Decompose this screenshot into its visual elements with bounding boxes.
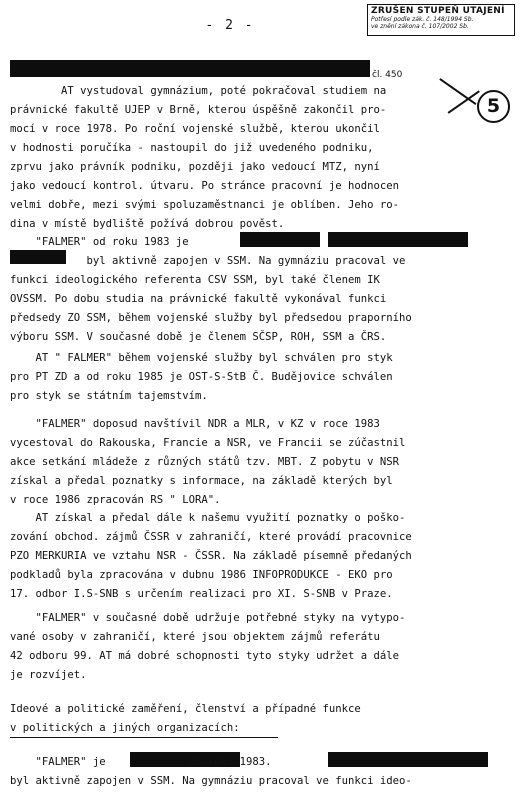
text-line: pro PT ZD a od roku 1985 je OST-S-StB Č. Budějovice schválen (10, 371, 393, 383)
stamp-line-2: ve znění zákona č. 107/2002 Sb. (371, 23, 469, 30)
text-line: je rozvíjet. (10, 669, 87, 681)
handwritten-note: čl. 450 (372, 70, 403, 80)
text-line: zování obchod. zájmů ČSSR v zahraničí, které provádí pracovnice (10, 531, 412, 543)
text-line: funkci ideologického referenta CSV SSM, byl také členem IK (10, 274, 380, 286)
text-line: dina v místě bydliště požívá dobrou pověst. (10, 218, 285, 230)
text-line: vycestoval do Rakouska, Francie a NSR, ve Francii se zúčastnil (10, 437, 406, 449)
declassification-stamp (367, 4, 515, 36)
text-line: 42 odboru 99. AT má dobré schopnosti tyto styky udržet a dále (10, 650, 400, 662)
text-line: vané osoby v zahraničí, které jsou objektem zájmů referátu (10, 631, 380, 643)
text-line: byl aktivně zapojen v SSM. Na gymnáziu pracoval ve funkci ideo- (10, 775, 412, 787)
redaction-bar (328, 752, 488, 767)
text-line: výboru SSM. V současné době je členem SČSP, ROH, SSM a ČRS. (10, 331, 387, 343)
text-line: "FALMER" od roku 1983 je (10, 236, 189, 248)
text-line: zprvu jako právník podniku, později jako vedoucí MTZ, nyní (10, 161, 380, 173)
heading-underline (10, 737, 278, 738)
text-line: podkladů byla zpracována v dubnu 1986 INFOPRODUKCE - EKO pro (10, 569, 393, 581)
text-line: 17. odbor I.S-SNB s určením realizaci pro XI. S-SNB v Praze. (10, 588, 393, 600)
text-line: byl aktivně zapojen v SSM. Na gymnáziu pracoval ve (10, 255, 406, 267)
text-line: "FALMER" je od roku 1983. (10, 756, 272, 768)
text-line: AT vystudoval gymnázium, poté pokračoval studiem na (10, 85, 387, 97)
page-number: - 2 - (205, 18, 255, 33)
text-line: PZO MERKURIA ve vztahu NSR - ČSSR. Na základě písemně předaných (10, 550, 412, 562)
text-line: "FALMER" v současné době udržuje potřebné styky na vytypo- (10, 612, 406, 624)
text-line: předsedy ZO SSM, během vojenské služby byl předsedou praporního (10, 312, 412, 324)
redaction-bar (10, 60, 370, 77)
text-line: v hodnosti poručíka - nastoupil do již uvedeného podniku, (10, 142, 374, 154)
text-line: "FALMER" doposud navštívil NDR a MLR, v KZ v roce 1983 (10, 418, 380, 430)
text-line: pro styk se státním tajemstvím. (10, 390, 208, 402)
section-heading: Ideové a politické zaměření, členství a případné funkce (10, 703, 361, 715)
redaction-bar (240, 232, 320, 247)
text-line: akce setkání mládeže z různých států tzv. MBT. Z pobytu v NSR (10, 456, 400, 468)
circled-page-marker: 5 (477, 90, 510, 123)
text-line: jako vedoucí kontrol. útvaru. Po stránce pracovní je hodnocen (10, 180, 400, 192)
redaction-bar (328, 232, 468, 247)
stamp-line-1: Potřesí podle zák. č. 148/1994 Sb. (371, 16, 474, 23)
handwritten-stroke (440, 78, 477, 104)
text-line: mocí v roce 1978. Po roční vojenské službě, kterou ukončil (10, 123, 380, 135)
text-line: velmi dobře, mezi svými spoluzaměstnanci je oblíben. Jeho ro- (10, 199, 400, 211)
text-line: AT " FALMER" během vojenské služby byl schválen pro styk (10, 352, 393, 364)
text-line: v roce 1986 zpracován RS " LORA". (10, 494, 221, 506)
section-heading: v politických a jiných organizacích: (10, 722, 240, 734)
stamp-title: ZRUŠEN STUPEŇ UTAJENÍ (371, 6, 505, 16)
text-line: AT získal a předal dále k našemu využití poznatky o poško- (10, 512, 406, 524)
text-line: získal a předal poznatky s informace, na základě kterých byl (10, 475, 393, 487)
text-line: OVSSM. Po dobu studia na právnické fakultě vykonával funkci (10, 293, 387, 305)
text-line: právnické fakultě UJEP v Brně, kterou úspěšně zakončil pro- (10, 104, 387, 116)
